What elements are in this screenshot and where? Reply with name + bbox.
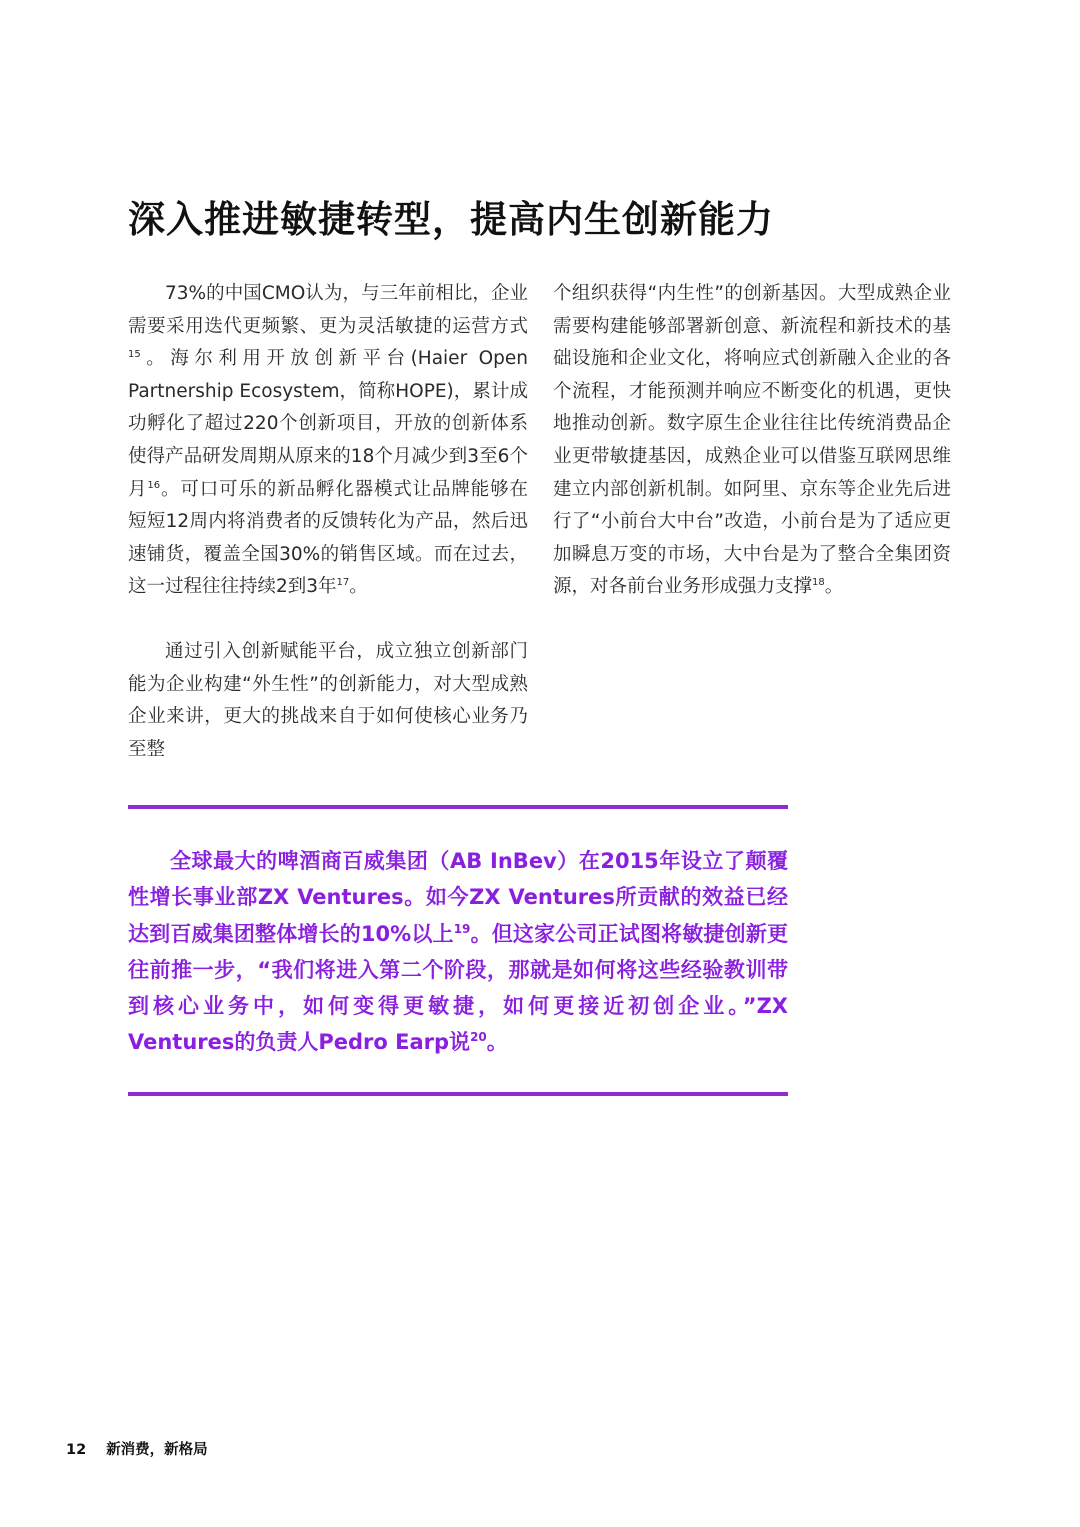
callout-text: 。但这家公司正试图将敏捷创新更往前推一步，“我们将进入第二个阶段，那就是如何将这些经验教训带到核心业务中，如何变得更敏捷，如何更接近初创企业。”ZX Ventures的负责人Pedro Earp说 bbox=[128, 921, 789, 1055]
footnote-ref: 18 bbox=[812, 577, 825, 589]
footnote-ref: 19 bbox=[453, 921, 471, 936]
paragraph: 通过引入创新赋能平台，成立独立创新部门能为企业构建“外生性”的创新能力，对大型成熟企业来讲，更大的挑战来自于如何使核心业务乃至整 bbox=[128, 640, 528, 760]
paragraph-text: 。 bbox=[349, 576, 368, 598]
report-title: 新消费，新格局 bbox=[106, 1442, 208, 1458]
callout-top-rule bbox=[128, 805, 788, 809]
footnote-ref: 16 bbox=[147, 479, 161, 491]
right-column bbox=[553, 278, 951, 604]
page-footer bbox=[66, 1438, 208, 1459]
callout-text: 全球最大的啤酒商百威集团（AB InBev）在2015年设立了颠覆性增长事业部ZX Ventures。如今ZX Ventures所贡献的效益已经达到百威集团整体增长的10%以上 bbox=[128, 849, 788, 946]
footnote-ref: 15 bbox=[128, 349, 141, 361]
paragraph-text: 。 bbox=[824, 576, 844, 598]
paragraph-text: 73%的中国CMO认为，与三年前相比，企业需要采用迭代更频繁、更为灵活敏捷的运营方式 bbox=[128, 283, 528, 337]
paragraph-text: 。海尔利用开放创新平台(Haier Open Partnership Ecosystem，简称HOPE)，累计成功孵化了超过220个创新项目，开放的创新体系使得产品研发周期从原来的18个月减少到3至6个月 bbox=[128, 348, 528, 500]
left-column bbox=[128, 278, 528, 766]
footnote-ref: 17 bbox=[336, 577, 350, 589]
callout-bottom-rule bbox=[128, 1092, 788, 1096]
page-title: 深入推进敏捷转型，提高内生创新能力 bbox=[128, 198, 774, 241]
paragraph bbox=[128, 278, 528, 604]
footnote-ref: 20 bbox=[470, 1030, 487, 1045]
paragraph bbox=[553, 278, 951, 604]
paragraph-text: 个组织获得“内生性”的创新基因。大型成熟企业需要构建能够部署新创意、新流程和新技术的基础设施和企业文化，将响应式创新融入企业的各个流程，才能预测并响应不断变化的机遇，更快地推动创新。数字原生企业往往比传统消费品企业更带敏捷基因，成熟企业可以借鉴互联网思维建立内部创新机制。如阿里、京东等企业先后进行了“小前台大中台”改造，小前台是为了适应更加瞬息万变的市场，大中台是为了整合全集团资源，对各前台业务形成强力支撑 bbox=[553, 283, 951, 598]
callout-quote bbox=[128, 843, 788, 1061]
callout-text: 。 bbox=[486, 1030, 508, 1055]
page-number: 12 bbox=[66, 1442, 87, 1458]
paragraph-text: 。可口可乐的新品孵化器模式让品牌能够在短短12周内将消费者的反馈转化为产品，然后迅速铺货，覆盖全国30%的销售区域。而在过去，这一过程往往持续2到3年 bbox=[128, 478, 528, 598]
